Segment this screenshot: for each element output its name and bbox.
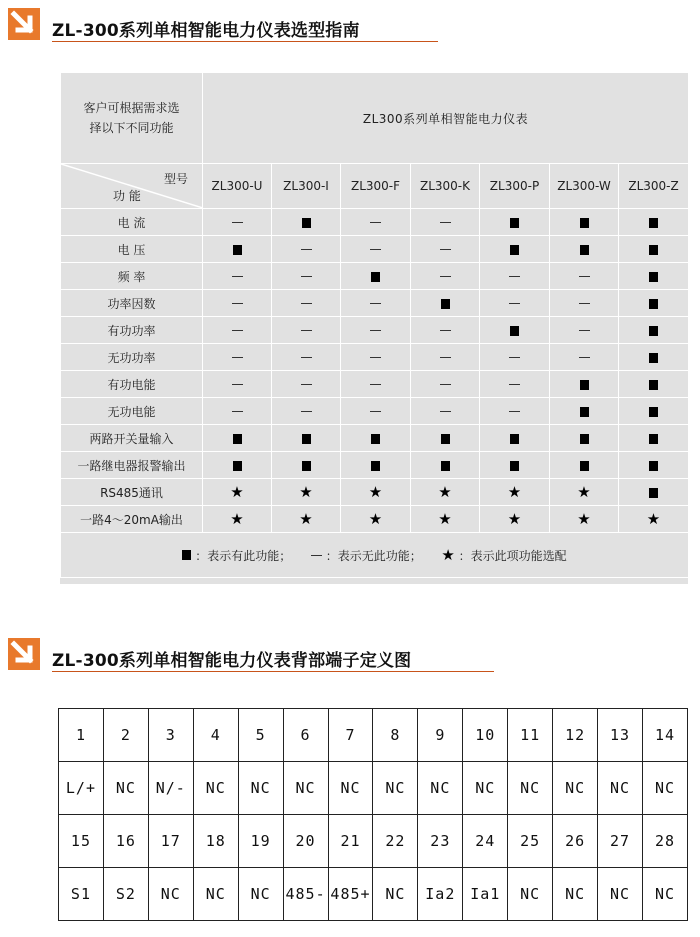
feature-cell: [480, 371, 550, 398]
terminal-table: [58, 708, 688, 921]
terminal-number: 26: [553, 815, 598, 868]
star-icon: ★: [577, 482, 591, 501]
terminal-number: 12: [553, 709, 598, 762]
feature-name: 无功电能: [61, 398, 203, 425]
dash-icon: [370, 303, 381, 304]
feature-cell: [272, 398, 341, 425]
filled-square-icon: [371, 272, 380, 282]
feature-cell: [480, 425, 550, 452]
feature-cell: [203, 452, 272, 479]
feature-row: [61, 317, 689, 344]
filled-square-icon: [649, 353, 658, 363]
feature-cell: [341, 452, 411, 479]
terminal-label: 485-: [283, 868, 328, 921]
feature-row: [61, 479, 689, 506]
feature-cell: [411, 317, 480, 344]
feature-cell: [341, 479, 411, 506]
model-header: ZL300-W: [550, 164, 619, 209]
dash-icon: [311, 555, 322, 556]
model-header: ZL300-F: [341, 164, 411, 209]
feature-cell: [341, 290, 411, 317]
filled-square-icon: [649, 407, 658, 417]
feature-row: [61, 506, 689, 533]
feature-cell: [203, 479, 272, 506]
filled-square-icon: [580, 245, 589, 255]
terminal-row: [59, 762, 688, 815]
feature-cell: [550, 452, 619, 479]
feature-cell: [411, 236, 480, 263]
terminal-number: 6: [283, 709, 328, 762]
arrow-down-right-icon: [8, 638, 40, 670]
filled-square-icon: [371, 434, 380, 444]
feature-cell: [272, 236, 341, 263]
terminal-row: [59, 868, 688, 921]
star-icon: ★: [299, 509, 313, 528]
note-line: 择以下不同功能: [89, 121, 174, 135]
feature-cell: [272, 209, 341, 236]
feature-cell: [341, 236, 411, 263]
note-line: 客户可根据需求选: [83, 101, 180, 115]
feature-cell: [411, 209, 480, 236]
feature-cell: [619, 425, 689, 452]
feature-name: RS485通讯: [61, 479, 203, 506]
terminal-label: L/+: [59, 762, 104, 815]
dash-icon: [232, 384, 243, 385]
terminal-label: S1: [59, 868, 104, 921]
feature-cell: [480, 506, 550, 533]
filled-square-icon: [649, 218, 658, 228]
dash-icon: [440, 411, 451, 412]
feature-row: [61, 452, 689, 479]
terminal-label: NC: [148, 868, 193, 921]
filled-square-icon: [510, 245, 519, 255]
feature-cell: [480, 398, 550, 425]
terminal-number: 9: [418, 709, 463, 762]
dash-icon: [301, 276, 312, 277]
feature-cell: [619, 452, 689, 479]
feature-name: 有功功率: [61, 317, 203, 344]
filled-square-icon: [182, 550, 191, 560]
feature-cell: [411, 479, 480, 506]
dash-icon: [509, 276, 520, 277]
star-icon: ★: [230, 509, 244, 528]
terminal-number: 3: [148, 709, 193, 762]
dash-icon: [301, 357, 312, 358]
feature-name: 功率因数: [61, 290, 203, 317]
star-icon: ★: [438, 482, 452, 501]
terminal-number: 10: [463, 709, 508, 762]
feature-cell: [203, 506, 272, 533]
terminal-number: 14: [642, 709, 687, 762]
terminal-label: NC: [238, 868, 283, 921]
terminal-label: NC: [418, 762, 463, 815]
filled-square-icon: [441, 299, 450, 309]
dash-icon: [370, 384, 381, 385]
filled-square-icon: [580, 218, 589, 228]
filled-square-icon: [649, 488, 658, 498]
legend-opt-text: ：表示此项功能选配: [458, 548, 567, 563]
filled-square-icon: [580, 380, 589, 390]
feature-cell: [480, 236, 550, 263]
feature-name: 有功电能: [61, 371, 203, 398]
filled-square-icon: [510, 326, 519, 336]
feature-row: [61, 236, 689, 263]
star-icon: ★: [230, 482, 244, 501]
dash-icon: [232, 222, 243, 223]
feature-cell: [203, 209, 272, 236]
terminal-label: 485+: [328, 868, 373, 921]
filled-square-icon: [233, 245, 242, 255]
terminal-number: 28: [642, 815, 687, 868]
dash-icon: [440, 249, 451, 250]
feature-cell: [619, 344, 689, 371]
legend-none-text: ：表示无此功能；: [325, 548, 422, 563]
feature-cell: [619, 236, 689, 263]
dash-icon: [579, 276, 590, 277]
filled-square-icon: [580, 461, 589, 471]
terminal-number: 4: [193, 709, 238, 762]
feature-cell: [550, 479, 619, 506]
feature-cell: [272, 344, 341, 371]
terminal-label: Ia1: [463, 868, 508, 921]
feature-cell: [272, 452, 341, 479]
filled-square-icon: [302, 461, 311, 471]
feature-cell: [480, 263, 550, 290]
filled-square-icon: [649, 380, 658, 390]
dash-icon: [301, 330, 312, 331]
feature-row: [61, 263, 689, 290]
dash-icon: [440, 384, 451, 385]
section-title: ZL-300系列单相智能电力仪表选型指南: [52, 21, 360, 41]
section-heading-selection: [8, 8, 438, 44]
terminal-number: 19: [238, 815, 283, 868]
feature-name: 电 流: [61, 209, 203, 236]
section-title: ZL-300系列单相智能电力仪表背部端子定义图: [52, 651, 412, 671]
model-header: ZL300-Z: [619, 164, 689, 209]
terminal-label: NC: [373, 868, 418, 921]
star-icon: ★: [438, 509, 452, 528]
feature-cell: [203, 263, 272, 290]
feature-cell: [341, 344, 411, 371]
feature-cell: [550, 425, 619, 452]
star-icon: ★: [646, 509, 661, 528]
dash-icon: [301, 249, 312, 250]
dash-icon: [232, 330, 243, 331]
dash-icon: [232, 411, 243, 412]
terminal-label: N/-: [148, 762, 193, 815]
section-heading-terminals: [8, 638, 494, 674]
star-icon: ★: [441, 545, 455, 564]
terminal-label: S2: [103, 868, 148, 921]
feature-cell: [619, 290, 689, 317]
terminal-number: 5: [238, 709, 283, 762]
model-header: ZL300-P: [480, 164, 550, 209]
dash-icon: [440, 330, 451, 331]
dash-icon: [509, 357, 520, 358]
terminal-label: NC: [553, 762, 598, 815]
feature-cell: [619, 263, 689, 290]
dash-icon: [579, 357, 590, 358]
feature-cell: [550, 290, 619, 317]
feature-row: [61, 425, 689, 452]
terminal-label: NC: [193, 762, 238, 815]
feature-cell: [272, 317, 341, 344]
filled-square-icon: [233, 461, 242, 471]
terminal-number: 25: [508, 815, 553, 868]
feature-cell: [550, 236, 619, 263]
feature-row: [61, 290, 689, 317]
terminal-number: 8: [373, 709, 418, 762]
terminal-number: 24: [463, 815, 508, 868]
dash-icon: [509, 411, 520, 412]
terminal-number: 23: [418, 815, 463, 868]
terminal-label: NC: [642, 762, 687, 815]
feature-row: [61, 371, 689, 398]
terminal-label: NC: [463, 762, 508, 815]
terminal-number: 22: [373, 815, 418, 868]
filled-square-icon: [441, 461, 450, 471]
filled-square-icon: [302, 218, 311, 228]
star-icon: ★: [368, 509, 383, 528]
feature-cell: [480, 479, 550, 506]
feature-name: 一路继电器报警输出: [61, 452, 203, 479]
legend: [61, 547, 688, 564]
terminal-label: NC: [238, 762, 283, 815]
feature-cell: [411, 344, 480, 371]
filled-square-icon: [580, 407, 589, 417]
feature-cell: [480, 317, 550, 344]
dash-icon: [440, 222, 451, 223]
terminal-label: NC: [193, 868, 238, 921]
terminal-row: [59, 709, 688, 762]
feature-cell: [272, 371, 341, 398]
filled-square-icon: [649, 326, 658, 336]
feature-cell: [480, 344, 550, 371]
feature-cell: [272, 425, 341, 452]
filled-square-icon: [302, 434, 311, 444]
terminal-label: NC: [553, 868, 598, 921]
feature-row: [61, 398, 689, 425]
feature-cell: [272, 506, 341, 533]
feature-cell: [341, 398, 411, 425]
note-cell: [61, 73, 203, 164]
feature-cell: [411, 263, 480, 290]
dash-icon: [301, 411, 312, 412]
selection-table: [60, 72, 689, 578]
feature-row: [61, 209, 689, 236]
feature-row: [61, 344, 689, 371]
feature-cell: [411, 398, 480, 425]
feature-cell: [550, 398, 619, 425]
header-function-label: 功 能: [113, 189, 141, 203]
feature-cell: [203, 344, 272, 371]
feature-cell: [619, 506, 689, 533]
feature-cell: [203, 290, 272, 317]
filled-square-icon: [441, 434, 450, 444]
model-header: ZL300-K: [411, 164, 480, 209]
feature-cell: [619, 209, 689, 236]
dash-icon: [370, 411, 381, 412]
terminal-label: NC: [598, 868, 643, 921]
feature-cell: [550, 344, 619, 371]
dash-icon: [301, 384, 312, 385]
feature-cell: [272, 290, 341, 317]
model-header: ZL300-I: [272, 164, 341, 209]
feature-cell: [619, 398, 689, 425]
feature-cell: [341, 425, 411, 452]
feature-cell: [341, 371, 411, 398]
arrow-down-right-icon: [8, 8, 40, 40]
feature-cell: [341, 209, 411, 236]
terminal-number: 11: [508, 709, 553, 762]
terminal-label: NC: [642, 868, 687, 921]
terminal-number: 17: [148, 815, 193, 868]
feature-cell: [411, 290, 480, 317]
dash-icon: [232, 303, 243, 304]
legend-cell: [61, 533, 689, 578]
filled-square-icon: [510, 218, 519, 228]
filled-square-icon: [649, 245, 658, 255]
feature-cell: [203, 236, 272, 263]
filled-square-icon: [371, 461, 380, 471]
star-icon: ★: [507, 509, 522, 528]
terminal-number: 20: [283, 815, 328, 868]
feature-cell: [341, 317, 411, 344]
dash-icon: [301, 303, 312, 304]
terminal-label: NC: [283, 762, 328, 815]
model-header: ZL300-U: [203, 164, 272, 209]
filled-square-icon: [510, 461, 519, 471]
feature-cell: [341, 263, 411, 290]
terminal-number: 27: [598, 815, 643, 868]
divider: [52, 41, 438, 42]
filled-square-icon: [649, 299, 658, 309]
diagonal-header-cell: [61, 164, 203, 209]
terminal-label: NC: [373, 762, 418, 815]
feature-name: 一路4～20mA输出: [61, 506, 203, 533]
legend-full-text: ：表示有此功能；: [195, 548, 292, 563]
dash-icon: [509, 384, 520, 385]
filled-square-icon: [649, 272, 658, 282]
star-icon: ★: [577, 509, 591, 528]
dash-icon: [440, 276, 451, 277]
feature-cell: [203, 425, 272, 452]
feature-cell: [550, 317, 619, 344]
divider: [52, 671, 494, 672]
terminal-number: 16: [103, 815, 148, 868]
terminal-number: 15: [59, 815, 104, 868]
feature-cell: [619, 317, 689, 344]
dash-icon: [370, 249, 381, 250]
feature-cell: [411, 425, 480, 452]
terminal-row: [59, 815, 688, 868]
feature-cell: [272, 479, 341, 506]
feature-cell: [619, 479, 689, 506]
filled-square-icon: [649, 461, 658, 471]
feature-cell: [550, 506, 619, 533]
dash-icon: [579, 330, 590, 331]
feature-cell: [203, 371, 272, 398]
terminal-number: 7: [328, 709, 373, 762]
filled-square-icon: [510, 434, 519, 444]
terminal-label: NC: [508, 868, 553, 921]
header-model-label: 型号: [163, 172, 188, 186]
feature-cell: [550, 263, 619, 290]
table-main-title: ZL300系列单相智能电力仪表: [203, 73, 689, 164]
feature-name: 两路开关量输入: [61, 425, 203, 452]
feature-cell: [411, 506, 480, 533]
dash-icon: [509, 303, 520, 304]
dash-icon: [440, 357, 451, 358]
terminal-label: NC: [328, 762, 373, 815]
dash-icon: [232, 357, 243, 358]
feature-name: 无功功率: [61, 344, 203, 371]
star-icon: ★: [368, 482, 383, 501]
feature-cell: [619, 371, 689, 398]
dash-icon: [370, 357, 381, 358]
dash-icon: [579, 303, 590, 304]
star-icon: ★: [507, 482, 522, 501]
dash-icon: [370, 222, 381, 223]
feature-cell: [550, 371, 619, 398]
feature-cell: [550, 209, 619, 236]
terminal-label: NC: [103, 762, 148, 815]
feature-cell: [272, 263, 341, 290]
dash-icon: [370, 330, 381, 331]
terminal-number: 18: [193, 815, 238, 868]
feature-cell: [411, 371, 480, 398]
feature-cell: [203, 317, 272, 344]
terminal-label: NC: [508, 762, 553, 815]
terminal-number: 2: [103, 709, 148, 762]
filled-square-icon: [233, 434, 242, 444]
dash-icon: [232, 276, 243, 277]
star-icon: ★: [299, 482, 313, 501]
feature-cell: [411, 452, 480, 479]
feature-cell: [203, 398, 272, 425]
selection-table-panel: [60, 72, 688, 584]
filled-square-icon: [649, 434, 658, 444]
feature-cell: [341, 506, 411, 533]
filled-square-icon: [580, 434, 589, 444]
terminal-label: Ia2: [418, 868, 463, 921]
terminal-number: 21: [328, 815, 373, 868]
terminal-number: 13: [598, 709, 643, 762]
feature-cell: [480, 290, 550, 317]
feature-name: 频 率: [61, 263, 203, 290]
terminal-number: 1: [59, 709, 104, 762]
feature-cell: [480, 452, 550, 479]
feature-cell: [480, 209, 550, 236]
feature-name: 电 压: [61, 236, 203, 263]
terminal-label: NC: [598, 762, 643, 815]
